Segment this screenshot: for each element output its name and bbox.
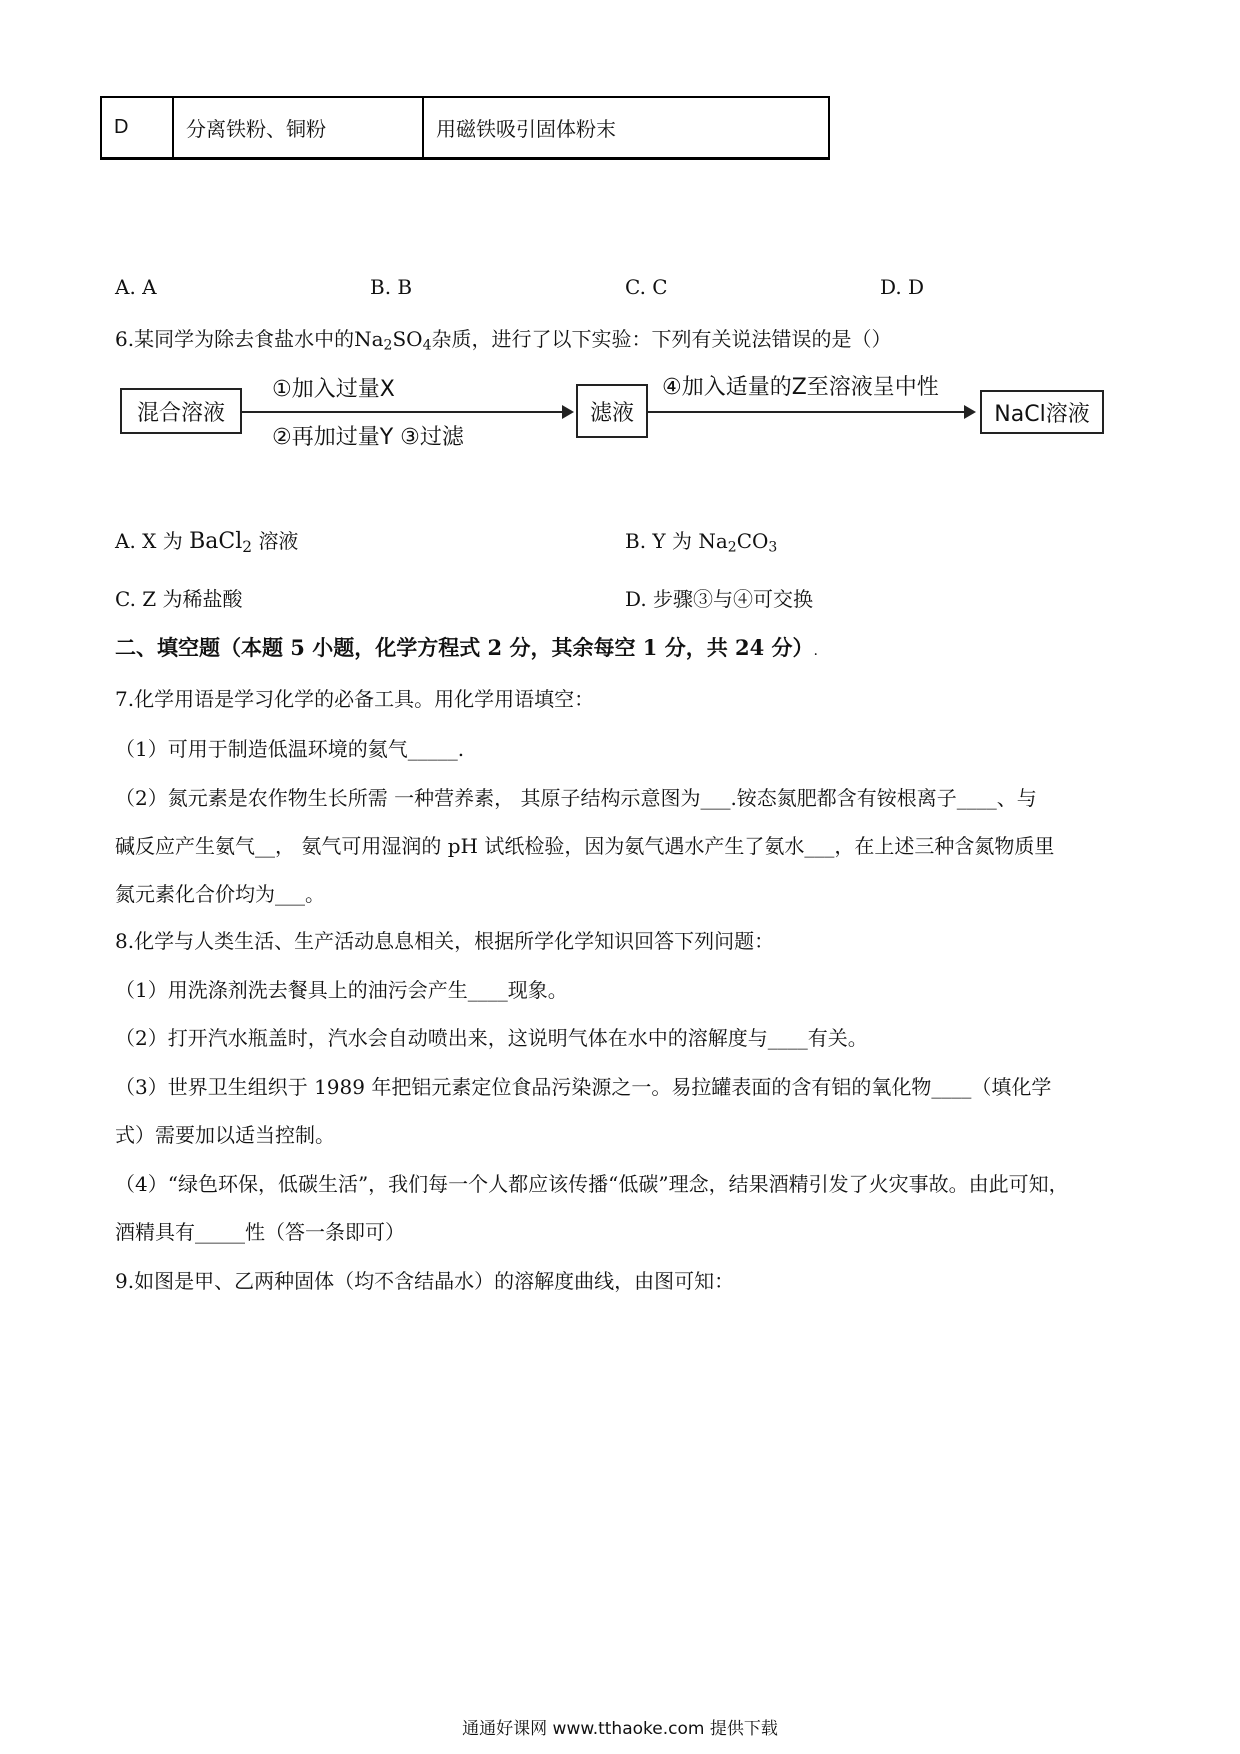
q8-part-1: （1）用洗涤剂洗去餐具上的油污会产生____现象。	[115, 978, 568, 1002]
q7-part-1: （1）可用于制造低温环境的氦气_____.	[115, 737, 465, 761]
answer-table-row-d	[100, 96, 830, 160]
q8-part-3-line-1: （3）世界卫生组织于 1989 年把铝元素定位食品污染源之一。易拉罐表面的含有铝的氧化物____（填化学	[115, 1075, 1052, 1099]
q6-stem-pre: 6.某同学为除去食盐水中的	[115, 327, 355, 351]
flow-step-4-label: ④加入适量的Z至溶液呈中性	[662, 375, 939, 400]
q7-part-2-line-1: （2）氮元素是农作物生长所需 一种营养素， 其原子结构示意图为___.铵态氮肥都含有铵根离子____、与	[115, 786, 1037, 810]
q5-option-b: B. B	[370, 275, 413, 299]
flow-arrow-1	[242, 411, 572, 413]
flow-box-mixed-solution: 混合溶液	[120, 388, 242, 434]
q5-option-c: C. C	[625, 275, 668, 299]
q8-stem: 8.化学与人类生活、生产活动息息相关，根据所学化学知识回答下列问题：	[115, 929, 775, 953]
q6-option-d: D. 步骤③与④可交换	[625, 587, 814, 611]
flow-step-2-3-label: ②再加过量Y ③过滤	[272, 425, 464, 450]
flow-arrow-2	[648, 411, 974, 413]
q9-stem: 9.如图是甲、乙两种固体（均不含结晶水）的溶解度曲线，由图可知：	[115, 1269, 735, 1293]
flow-box-filtrate: 滤液	[576, 384, 648, 438]
q8-part-4-line-1: （4）“绿色环保，低碳生活”，我们每一个人都应该传播“低碳”理念，结果酒精引发了火灾事故。由此可知，	[115, 1172, 1069, 1196]
q7-stem: 7.化学用语是学习化学的必备工具。用化学用语填空：	[115, 687, 595, 711]
q8-part-4-line-2: 酒精具有_____性（答一条即可）	[115, 1220, 405, 1244]
q5-option-d: D. D	[880, 275, 925, 299]
section-2-heading: 二、填空题（本题 5 小题，化学方程式 2 分，其余每空 1 分，共 24 分）.	[115, 635, 818, 660]
table-cell-label: D	[102, 98, 174, 157]
q6-option-c: C. Z 为稀盐酸	[115, 587, 243, 611]
table-cell-method: 用磁铁吸引固体粉末	[436, 117, 616, 141]
q6-stem	[115, 323, 891, 354]
q6-option-a-formula: BaCl$_2$	[189, 529, 253, 556]
q6-option-b-formula: $Na_2CO_3$	[698, 529, 778, 556]
q8-part-3-line-2: 式）需要加以适当控制。	[115, 1123, 335, 1147]
table-cell-purpose: 分离铁粉、铜粉	[174, 98, 424, 157]
q5-option-a: A. A	[115, 275, 157, 299]
q6-option-b: B. Y 为 $Na_2CO_3$	[625, 529, 778, 556]
page-footer: 通通好课网 www.tthaoke.com 提供下载	[462, 1719, 778, 1739]
q6-stem-post: 杂质，进行了以下实验：下列有关说法错误的是（）	[431, 327, 892, 351]
q7-part-2-line-2: 碱反应产生氨气__， 氨气可用湿润的 pH 试纸检验，因为氨气遇水产生了氨水___，在上述三种含氮物质里	[115, 834, 1055, 858]
q6-stem-formula: $Na_2SO_4$	[354, 327, 432, 354]
flow-box-nacl-solution: NaCl溶液	[980, 390, 1104, 434]
flow-step-1-label: ①加入过量X	[272, 377, 395, 402]
q6-option-a: A. X 为 BaCl$_2$ 溶液	[115, 529, 299, 556]
q8-part-2: （2）打开汽水瓶盖时，汽水会自动喷出来，这说明气体在水中的溶解度与____有关。	[115, 1026, 868, 1050]
q7-part-2-line-3: 氮元素化合价均为___。	[115, 882, 325, 906]
